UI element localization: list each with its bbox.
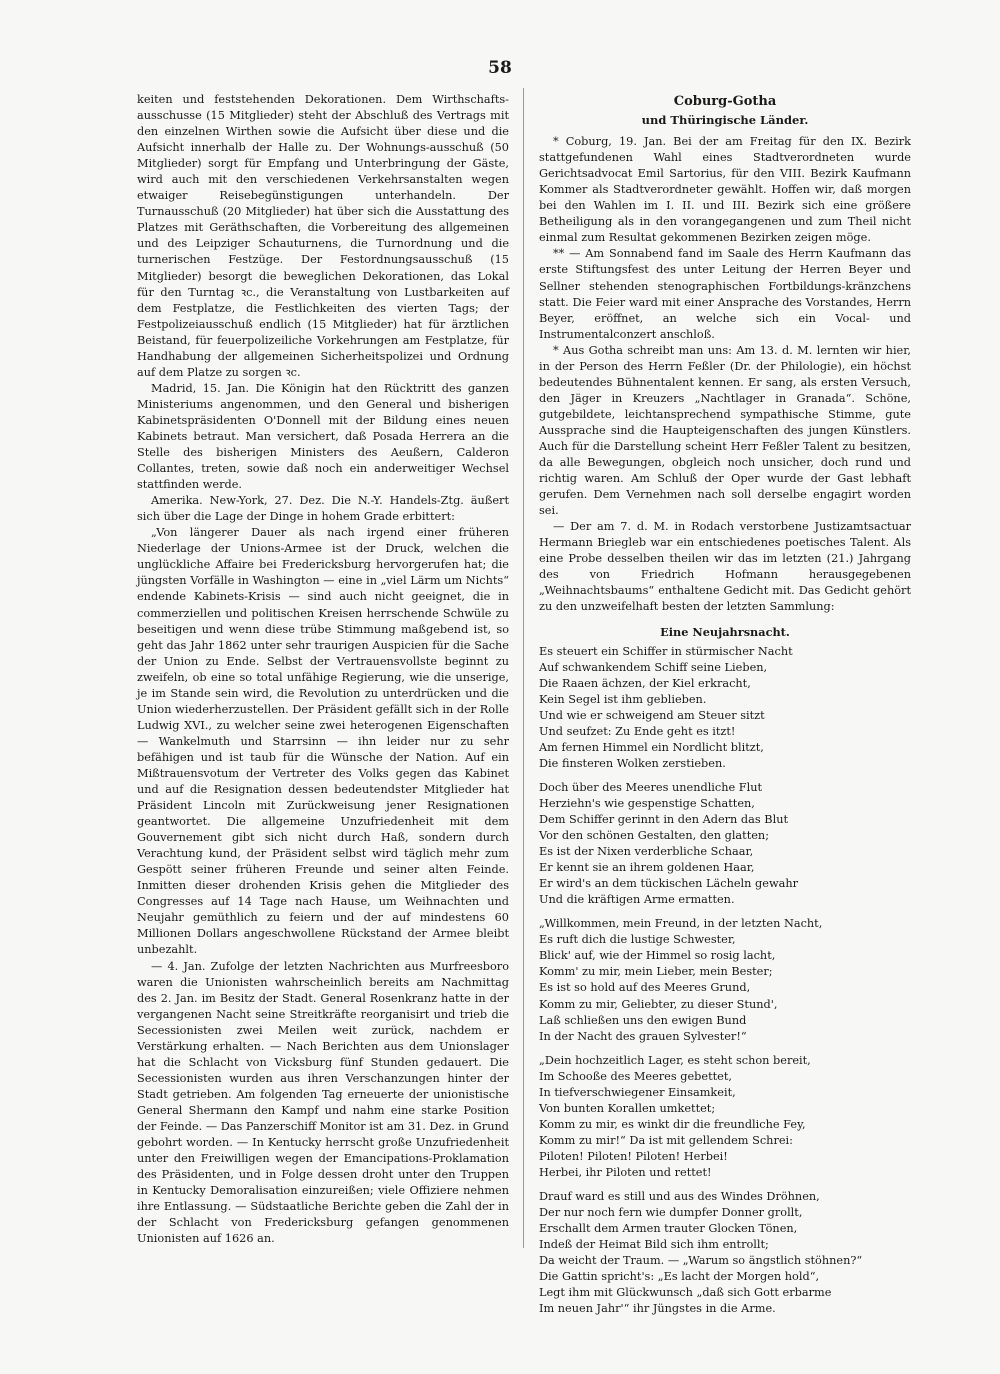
poem-line: Komm zu mir, es winkt dir die freundliche Fey, xyxy=(539,1117,806,1131)
poem-line: Er wird's an dem tückischen Lächeln gewahr xyxy=(539,877,799,891)
poem-line: Am fernen Himmel ein Nordlicht blitzt, xyxy=(539,740,764,754)
right-column xyxy=(539,92,911,1325)
poem-line: In tiefverschwiegener Einsamkeit, xyxy=(539,1085,736,1099)
poem-line: Vor den schönen Gestalten, den glatten; xyxy=(539,829,770,843)
paragraph: * Coburg, 19. Jan. Bei der am Freitag für den IX. Bezirk stattgefundenen Wahl eines Stadtverordneten wurde Gerichtsadvocat Emil Sartorius, für den VIII. Bezirk Kaufmann Kommer als Stadtverordneter gewählt. Hoffen wir, daß morgen bei den Wahlen im I. II. und III. Bezirk sich eine größere Betheiligung als in den vorangegangenen und zum Theil nicht einmal zum Resultat gekommenen Bezirken zeigen möge. xyxy=(539,135,911,245)
poem-line: Da weicht der Traum. — „Warum so ängstlich stöhnen?“ xyxy=(539,1254,863,1268)
poem-line: Komm zu mir!“ Da ist mit gellendem Schrei: xyxy=(539,1133,793,1147)
poem-line: Kein Segel ist ihm geblieben. xyxy=(539,692,707,706)
poem-line: Und seufzet: Zu Ende geht es itzt! xyxy=(539,724,736,738)
poem-line: Erschallt dem Armen trauter Glocken Tönen, xyxy=(539,1222,798,1236)
poem-line: Und wie er schweigend am Steuer sitzt xyxy=(539,708,765,722)
poem-line: Komm zu mir, Geliebter, zu dieser Stund', xyxy=(539,997,778,1011)
poem-line: In der Nacht des grauen Sylvester!“ xyxy=(539,1029,747,1043)
poem-line: Von bunten Korallen umkettet; xyxy=(539,1101,716,1115)
paragraph: * Aus Gotha schreibt man uns: Am 13. d. M. lernten wir hier, in der Person des Herrn Feßler (Dr. der Philologie), ein höchst bedeutendes Bühnentalent kennen. Er sang, als ersten Versuch, den Jäger in Kreuzers „Nachtlager in Granada“. Schöne, gutgebildete, leichtansprechend sympathische Stimme, gute Aussprache sind die Haupteigenschaften des jungen Künstlers. Auch für die Darstellung scheint Herr Feßler Talent zu besitzen, da alle Bewegungen, obgleich noch unsicher, doch rund und richtig waren. Am Schluß der Oper wurde der Gast lebhaft gerufen. Dem Vernehmen nach soll derselbe engagirt worden sei. xyxy=(539,343,911,518)
poem-line: „Dein hochzeitlich Lager, es steht schon bereit, xyxy=(539,1053,811,1067)
poem xyxy=(539,644,911,1318)
poem-line: Komm' zu mir, mein Lieber, mein Bester; xyxy=(539,965,773,979)
poem-line: Es ist so hold auf des Meeres Grund, xyxy=(539,981,751,995)
poem-line: Auf schwankendem Schiff seine Lieben, xyxy=(539,660,768,674)
poem-line: Piloten! Piloten! Piloten! Herbei! xyxy=(539,1149,728,1163)
poem-line: Es steuert ein Schiffer in stürmischer Nacht xyxy=(539,644,793,658)
paragraph: Amerika. New-York, 27. Dez. Die N.-Y. Handels-Ztg. äußert sich über die Lage der Dinge in hohem Grade erbittert: xyxy=(137,494,509,524)
section-title: Coburg-Gotha xyxy=(673,94,777,109)
poem-title: Eine Neujahrsnacht. xyxy=(660,624,790,639)
poem-line: Herbei, ihr Piloten und rettet! xyxy=(539,1166,712,1179)
poem-line: Die finsteren Wolken zerstieben. xyxy=(539,756,726,770)
poem-line: Und die kräftigen Arme ermatten. xyxy=(539,893,735,907)
poem-line: Legt ihm mit Glückwunsch „daß sich Gott erbarme xyxy=(539,1286,832,1300)
left-column xyxy=(137,92,509,1247)
poem-stanza xyxy=(539,780,911,908)
poem-line: Im neuen Jahr'“ ihr Jüngstes in die Arme. xyxy=(539,1302,776,1316)
poem-line: Indeß der Heimat Bild sich ihm entrollt; xyxy=(539,1238,769,1252)
poem-line: Der nur noch fern wie dumpfer Donner grollt, xyxy=(539,1206,803,1220)
paragraph: „Von längerer Dauer als nach irgend einer früheren Niederlage der Unions-Armee ist der Druck, welchen die unglückliche Affaire bei Fredericksburg hervorgerufen hat; die jüngsten Vorfälle in Washington — eine in „viel Lärm um Nichts“ endende Kabinets-Krisis — sind auch nicht geeignet, die in commerziellen und politischen Kreisen herrschende Schwüle zu beseitigen und wenn diese trübe Stimmung maßgebend ist, so geht das Jahr 1862 unter sehr traurigen Auspicien für die Sache der Union zu Ende. Selbst der Vertrauensvollste beginnt zu zweifeln, ob eine so total unfähige Regierung, wie die unserige, je im Stande sein wird, die Revolution zu unterdrücken und die Union wiederherzustellen. Der Präsident gefällt sich in der Rolle Ludwig XVI., zu welcher seine zwei heterogenen Eigenschaften — Wankelmuth und Starrsinn — ihn leider nur zu sehr befähigen und ist taub für die Wünsche der Nation. Auf ein Mißtrauensvotum der Vertreter des Volks gegen das Kabinet und auf die Resignation dessen bedeutendster Mitglieder hat Präsident Lincoln mit Zurückweisung jener Resignationen geantwortet. Die allgemeine Unzufriedenheit mit dem Gouvernement gibt sich nicht durch Haß, sondern durch Verachtung kund, der Präsident selbst wird täglich mehr zum Gespött seiner früheren Freunde und seiner alten Feinde. Inmitten dieser drohenden Krisis gehen die Mitglieder des Congresses auf 14 Tage nach Hause, um Weihnachten und Neujahr gemüthlich zu feiern und der auf mindestens 60 Millionen Dollars angeschwollene Rückstand der Armee bleibt unbezahlt. xyxy=(137,526,509,957)
poem-line: Es ist der Nixen verderbliche Schaar, xyxy=(539,845,754,859)
poem-line: „Willkommen, mein Freund, in der letzten Nacht, xyxy=(539,917,823,931)
poem-line: Dem Schiffer gerinnt in den Adern das Blut xyxy=(539,813,789,827)
poem-line: Die Raaen ächzen, der Kiel erkracht, xyxy=(539,676,751,690)
poem-line: Es ruft dich die lustige Schwester, xyxy=(539,933,736,947)
column-divider xyxy=(523,88,524,1248)
paragraph: ** — Am Sonnabend fand im Saale des Herrn Kaufmann das erste Stiftungsfest des unter Leitung der Herren Beyer und Sellner stehenden stenographischen Fortbildungs-kränzchens statt. Die Feier ward mit einer Ansprache des Vorstandes, Herrn Beyer, eröffnet, an welche sich ein Vocal- und Instrumentalconzert anschloß. xyxy=(539,247,911,341)
poem-line: Drauf ward es still und aus des Windes Dröhnen, xyxy=(539,1190,820,1204)
poem-stanza xyxy=(539,1053,911,1181)
poem-line: Er kennt sie an ihrem goldenen Haar, xyxy=(539,861,755,875)
poem-line: Doch über des Meeres unendliche Flut xyxy=(539,780,763,794)
poem-line: Laß schließen uns den ewigen Bund xyxy=(539,1013,747,1027)
poem-stanza xyxy=(539,1189,911,1317)
paragraph: — 4. Jan. Zufolge der letzten Nachrichten aus Murfreesboro waren die Unionisten wahrscheinlich bereits am Nachmittag des 2. Jan. im Besitz der Stadt. General Rosenkranz hatte in der vergangenen Nacht seine Streitkräfte reorganisirt und trieb die Secessionisten zwei Meilen weit zurück, nachdem er Verstärkung erhalten. — Nach Berichten aus dem Unionslager hat die Schlacht von Vicksburg fünf Stunden gedauert. Die Secessionisten wurden aus ihren Verschanzungen hinter der Stadt getrieben. Am folgenden Tag erneuerte der unionistische General Shermann den Kampf und nahm eine starke Position der Feinde. — Das Panzerschiff Monitor ist am 31. Dez. in Grund gebohrt worden. — In Kentucky herrscht große Unzufriedenheit unter den Freiwilligen wegen der Emancipations-Proklamation des Präsidenten, und in Folge dessen droht unter den Truppen in Kentucky Demoralisation einzureißen; viele Offiziere nehmen ihre Entlassung. — Südstaatliche Berichte geben die Zahl der in der Schlacht von Fredericksburg gefangen genommenen Unionisten auf 1626 an. xyxy=(137,959,509,1246)
poem-stanza xyxy=(539,644,911,772)
page-number: 58 xyxy=(488,58,512,78)
poem-stanza xyxy=(539,916,911,1044)
poem-line: Im Schooße des Meeres gebettet, xyxy=(539,1069,732,1083)
paragraph: keiten und feststehenden Dekorationen. Dem Wirthschafts-ausschusse (15 Mitglieder) steht der Abschluß des Vertrags mit den einzelnen Wirthen sowie die Aufsicht über diese und die Aufsicht innerhalb der Halle zu. Der Wohnungs-ausschuß (50 Mitglieder) sorgt für Empfang und Unterbringung der Gäste, wird auch mit den verschiedenen Verkehrsanstalten wegen etwaiger Reisebegünstigungen unterhandeln. Der Turnausschuß (20 Mitglieder) hat über sich die Ausstattung des Platzes mit Geräthschaften, die Vorbereitung des allgemeinen und des Leipziger Schauturnens, die Turnordnung und die turnerischen Festzüge. Der Festordnungsausschuß (15 Mitglieder) besorgt die beweglichen Dekorationen, das Lokal für den Turntag ꝛc., die Veranstaltung von Lustbarkeiten auf dem Festplatze, die Festlichkeiten des vierten Tags; der Festpolizeiausschuß endlich (15 Mitglieder) hat für ärztlichen Beistand, für feuerpolizeiliche Vorkehrungen am Festplatze, für Handhabung der allgemeinen Sicherheitspolizei und Ordnung auf dem Platze zu sorgen ꝛc. xyxy=(137,93,509,379)
poem-line: Blick' auf, wie der Himmel so rosig lacht, xyxy=(539,949,776,963)
poem-line: Die Gattin spricht's: „Es lacht der Morgen hold“, xyxy=(539,1270,820,1284)
section-subtitle: und Thüringische Länder. xyxy=(641,113,809,128)
paragraph: — Der am 7. d. M. in Rodach verstorbene Justizamtsactuar Hermann Briegleb war ein entschiedenes poetisches Talent. Als eine Probe desselben theilen wir das im letzten (21.) Jahrgang des von Friedrich Hofmann herausgegebenen „Weihnachtsbaums“ enthaltene Gedicht mit. Das Gedicht gehört zu den unzweifelhaft besten der letzten Sammlung: xyxy=(539,520,911,614)
poem-line: Herziehn's wie gespenstige Schatten, xyxy=(539,796,755,810)
paragraph: Madrid, 15. Jan. Die Königin hat den Rücktritt des ganzen Ministeriums angenommen, und den General und bisherigen Kabinetspräsidenten O'Donnell mit der Bildung eines neuen Kabinets betraut. Man versichert, daß Posada Herrera an die Stelle des bisherigen Ministers des Aeußern, Calderon Collantes, treten, sowie daß noch ein anderweitiger Wechsel stattfinden werde. xyxy=(137,381,509,492)
